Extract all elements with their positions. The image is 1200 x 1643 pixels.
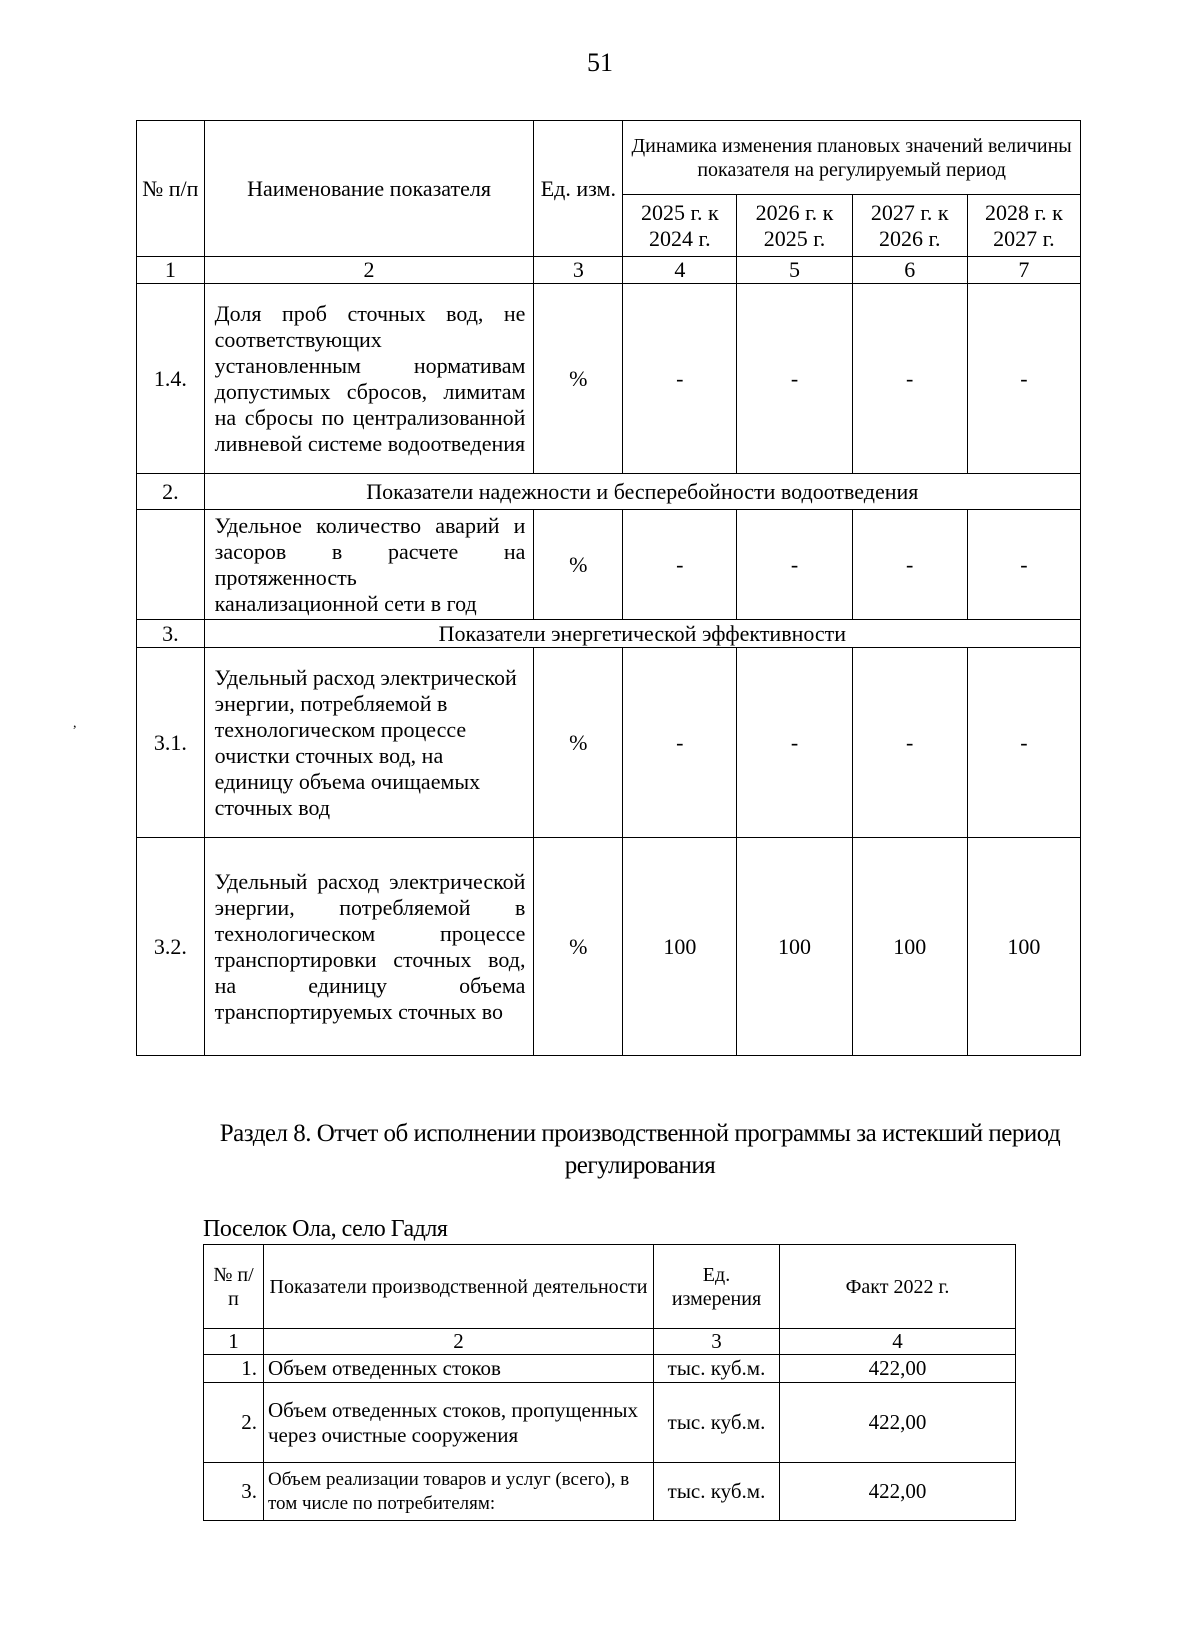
row-value: 100 xyxy=(852,838,967,1056)
row-name: Доля проб сточных вод, не соответствующих установленным нормативам допустимых сбросов, лимитам на сбросы по централизованной ливневой системе водоотведения xyxy=(204,284,534,474)
row-value: - xyxy=(852,284,967,474)
header-num: № п/п xyxy=(204,1245,264,1329)
header-unit: Ед. измерения xyxy=(654,1245,780,1329)
col-index: 2 xyxy=(204,257,534,284)
col-index: 5 xyxy=(737,257,852,284)
row-unit: % xyxy=(534,284,623,474)
row-value: - xyxy=(967,510,1080,620)
row-value: - xyxy=(967,284,1080,474)
row-num: 1.4. xyxy=(137,284,205,474)
row-value: - xyxy=(967,648,1080,838)
section-row xyxy=(137,620,1081,648)
section-row xyxy=(137,474,1081,510)
row-value: 100 xyxy=(623,838,737,1056)
col-index: 6 xyxy=(852,257,967,284)
row-num: 2. xyxy=(204,1383,264,1463)
header-year: 2026 г. к 2025 г. xyxy=(737,195,852,257)
row-num: 3.1. xyxy=(137,648,205,838)
section-num: 2. xyxy=(137,474,205,510)
row-num: 3.2. xyxy=(137,838,205,1056)
table-row xyxy=(137,510,1081,620)
row-value: - xyxy=(737,648,852,838)
col-index: 1 xyxy=(137,257,205,284)
row-unit: тыс. куб.м. xyxy=(654,1383,780,1463)
col-index: 3 xyxy=(654,1329,780,1355)
row-value: - xyxy=(623,648,737,838)
row-name: Удельный расход электрической энергии, потребляемой в технологическом процессе очистки сточных вод, на единицу объема очищаемых сточных вод xyxy=(204,648,534,838)
row-unit: тыс. куб.м. xyxy=(654,1355,780,1383)
row-value: - xyxy=(623,510,737,620)
section-num: 3. xyxy=(137,620,205,648)
row-fact: 422,00 xyxy=(780,1355,1016,1383)
header-name: Наименование показателя xyxy=(204,121,534,257)
row-value: - xyxy=(737,284,852,474)
table-row xyxy=(204,1355,1016,1383)
row-unit: % xyxy=(534,838,623,1056)
table-row xyxy=(137,648,1081,838)
page-number: 51 xyxy=(587,48,613,77)
row-name: Удельный расход электрической энергии, потребляемой в технологическом процессе транспортировки сточных вод, на единицу объема транспортируемых сточных во xyxy=(204,838,534,1056)
table-row xyxy=(204,1463,1016,1521)
header-num: № п/п xyxy=(137,121,205,257)
row-name: Объем реализации товаров и услуг (всего), в том числе по потребителям: xyxy=(264,1463,654,1521)
row-value: - xyxy=(737,510,852,620)
row-fact: 422,00 xyxy=(780,1463,1016,1521)
column-index-row xyxy=(137,257,1081,284)
row-value: - xyxy=(852,648,967,838)
section-heading: Раздел 8. Отчет об исполнении производственной программы за истекший период регулирования xyxy=(219,1120,1061,1179)
row-name: Объем отведенных стоков xyxy=(264,1355,654,1383)
col-index: 2 xyxy=(264,1329,654,1355)
row-unit: тыс. куб.м. xyxy=(654,1463,780,1521)
table-row xyxy=(204,1383,1016,1463)
header-year: 2028 г. к 2027 г. xyxy=(967,195,1080,257)
row-value: - xyxy=(852,510,967,620)
row-name: Объем отведенных стоков, пропущенных через очистные сооружения xyxy=(264,1383,654,1463)
column-index-row xyxy=(204,1329,1016,1355)
header-name: Показатели производственной деятельности xyxy=(264,1245,654,1329)
row-num xyxy=(137,510,205,620)
row-value: - xyxy=(623,284,737,474)
row-unit: % xyxy=(534,510,623,620)
header-year: 2025 г. к 2024 г. xyxy=(623,195,737,257)
indicators-table xyxy=(136,120,1081,1056)
header-year: 2027 г. к 2026 г. xyxy=(852,195,967,257)
production-report-table xyxy=(203,1244,1016,1521)
row-fact: 422,00 xyxy=(780,1383,1016,1463)
col-index: 4 xyxy=(780,1329,1016,1355)
row-num: 3. xyxy=(204,1463,264,1521)
stray-mark: , xyxy=(73,716,77,731)
header-fact: Факт 2022 г. xyxy=(780,1245,1016,1329)
section-title: Показатели энергетической эффективности xyxy=(204,620,1080,648)
col-index: 7 xyxy=(967,257,1080,284)
row-name: Удельное количество аварий и засоров в расчете на протяженность канализационной сети в год xyxy=(204,510,534,620)
row-num: 1. xyxy=(204,1355,264,1383)
table-row xyxy=(137,838,1081,1056)
header-unit: Ед. изм. xyxy=(534,121,623,257)
row-value: 100 xyxy=(967,838,1080,1056)
col-index: 3 xyxy=(534,257,623,284)
table-row xyxy=(137,284,1081,474)
col-index: 4 xyxy=(623,257,737,284)
row-value: 100 xyxy=(737,838,852,1056)
col-index: 1 xyxy=(204,1329,264,1355)
header-dynamics: Динамика изменения плановых значений величины показателя на регулируемый период xyxy=(623,121,1081,195)
place-name: Поселок Ола, село Гадля xyxy=(203,1216,448,1242)
row-unit: % xyxy=(534,648,623,838)
section-title: Показатели надежности и бесперебойности водоотведения xyxy=(204,474,1080,510)
